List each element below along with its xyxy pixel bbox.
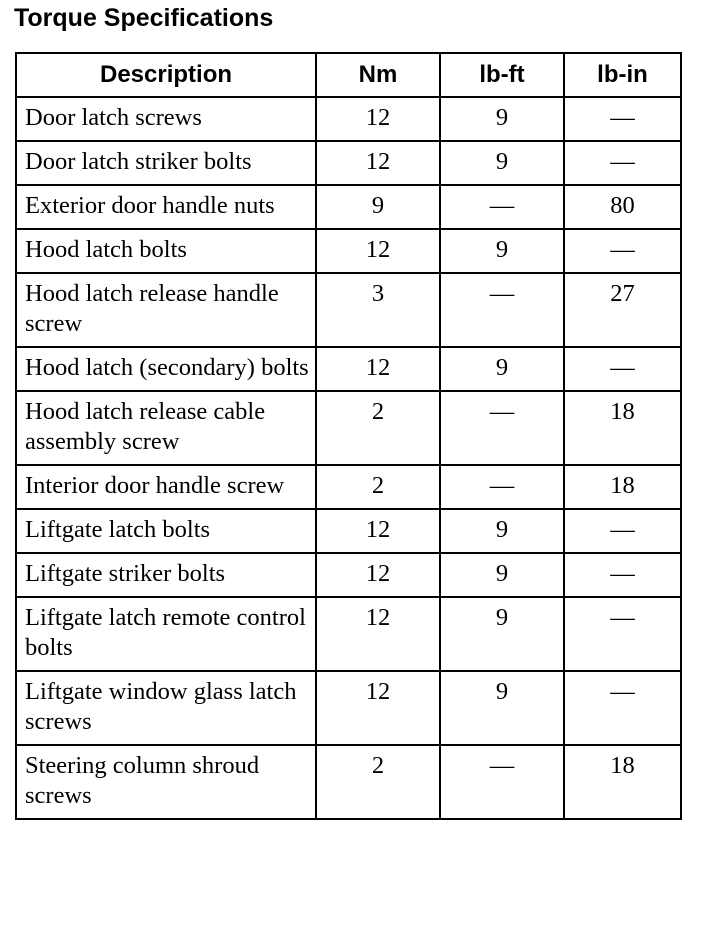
table-row <box>16 141 681 185</box>
table-row <box>16 185 681 229</box>
cell-lb-in: — <box>564 97 681 141</box>
header-lb-ft: lb-ft <box>440 53 564 97</box>
cell-lb-in: — <box>564 141 681 185</box>
cell-description: Steering column shroud screws <box>16 745 316 819</box>
cell-description: Exterior door handle nuts <box>16 185 316 229</box>
cell-description: Liftgate striker bolts <box>16 553 316 597</box>
cell-lb-in: — <box>564 597 681 671</box>
cell-lb-ft: 9 <box>440 347 564 391</box>
table-header-row <box>16 53 681 97</box>
cell-lb-ft: 9 <box>440 509 564 553</box>
cell-lb-ft: 9 <box>440 229 564 273</box>
cell-lb-ft: — <box>440 273 564 347</box>
cell-nm: 2 <box>316 745 440 819</box>
header-lb-in: lb-in <box>564 53 681 97</box>
cell-lb-in: 80 <box>564 185 681 229</box>
cell-lb-in: 18 <box>564 465 681 509</box>
cell-lb-ft: 9 <box>440 671 564 745</box>
cell-lb-ft: — <box>440 185 564 229</box>
table-row <box>16 229 681 273</box>
cell-nm: 12 <box>316 229 440 273</box>
cell-nm: 12 <box>316 347 440 391</box>
cell-lb-in: — <box>564 671 681 745</box>
cell-lb-in: — <box>564 553 681 597</box>
cell-nm: 9 <box>316 185 440 229</box>
table-row <box>16 553 681 597</box>
cell-description: Liftgate latch bolts <box>16 509 316 553</box>
cell-lb-in: — <box>564 347 681 391</box>
table-row <box>16 97 681 141</box>
cell-nm: 12 <box>316 141 440 185</box>
cell-lb-in: 27 <box>564 273 681 347</box>
header-description: Description <box>16 53 316 97</box>
cell-description: Liftgate latch remote control bolts <box>16 597 316 671</box>
table-row <box>16 273 681 347</box>
table-row <box>16 671 681 745</box>
cell-lb-in: 18 <box>564 391 681 465</box>
cell-description: Hood latch (secondary) bolts <box>16 347 316 391</box>
cell-nm: 2 <box>316 391 440 465</box>
cell-nm: 12 <box>316 671 440 745</box>
table-row <box>16 465 681 509</box>
header-nm: Nm <box>316 53 440 97</box>
cell-description: Hood latch release cable assembly screw <box>16 391 316 465</box>
cell-lb-in: — <box>564 509 681 553</box>
cell-lb-ft: 9 <box>440 141 564 185</box>
table-row <box>16 509 681 553</box>
table-row <box>16 597 681 671</box>
cell-description: Hood latch bolts <box>16 229 316 273</box>
cell-nm: 2 <box>316 465 440 509</box>
cell-description: Door latch screws <box>16 97 316 141</box>
cell-lb-in: 18 <box>564 745 681 819</box>
cell-nm: 12 <box>316 597 440 671</box>
table-row <box>16 391 681 465</box>
cell-lb-ft: — <box>440 391 564 465</box>
cell-nm: 3 <box>316 273 440 347</box>
cell-nm: 12 <box>316 553 440 597</box>
cell-lb-in: — <box>564 229 681 273</box>
cell-nm: 12 <box>316 97 440 141</box>
cell-description: Liftgate window glass latch screws <box>16 671 316 745</box>
cell-description: Interior door handle screw <box>16 465 316 509</box>
table-row <box>16 745 681 819</box>
cell-description: Door latch striker bolts <box>16 141 316 185</box>
cell-lb-ft: — <box>440 465 564 509</box>
page-title: Torque Specifications <box>14 4 274 32</box>
cell-lb-ft: 9 <box>440 97 564 141</box>
table-row <box>16 347 681 391</box>
cell-lb-ft: — <box>440 745 564 819</box>
cell-nm: 12 <box>316 509 440 553</box>
torque-table <box>15 52 682 820</box>
cell-description: Hood latch release handle screw <box>16 273 316 347</box>
cell-lb-ft: 9 <box>440 553 564 597</box>
cell-lb-ft: 9 <box>440 597 564 671</box>
